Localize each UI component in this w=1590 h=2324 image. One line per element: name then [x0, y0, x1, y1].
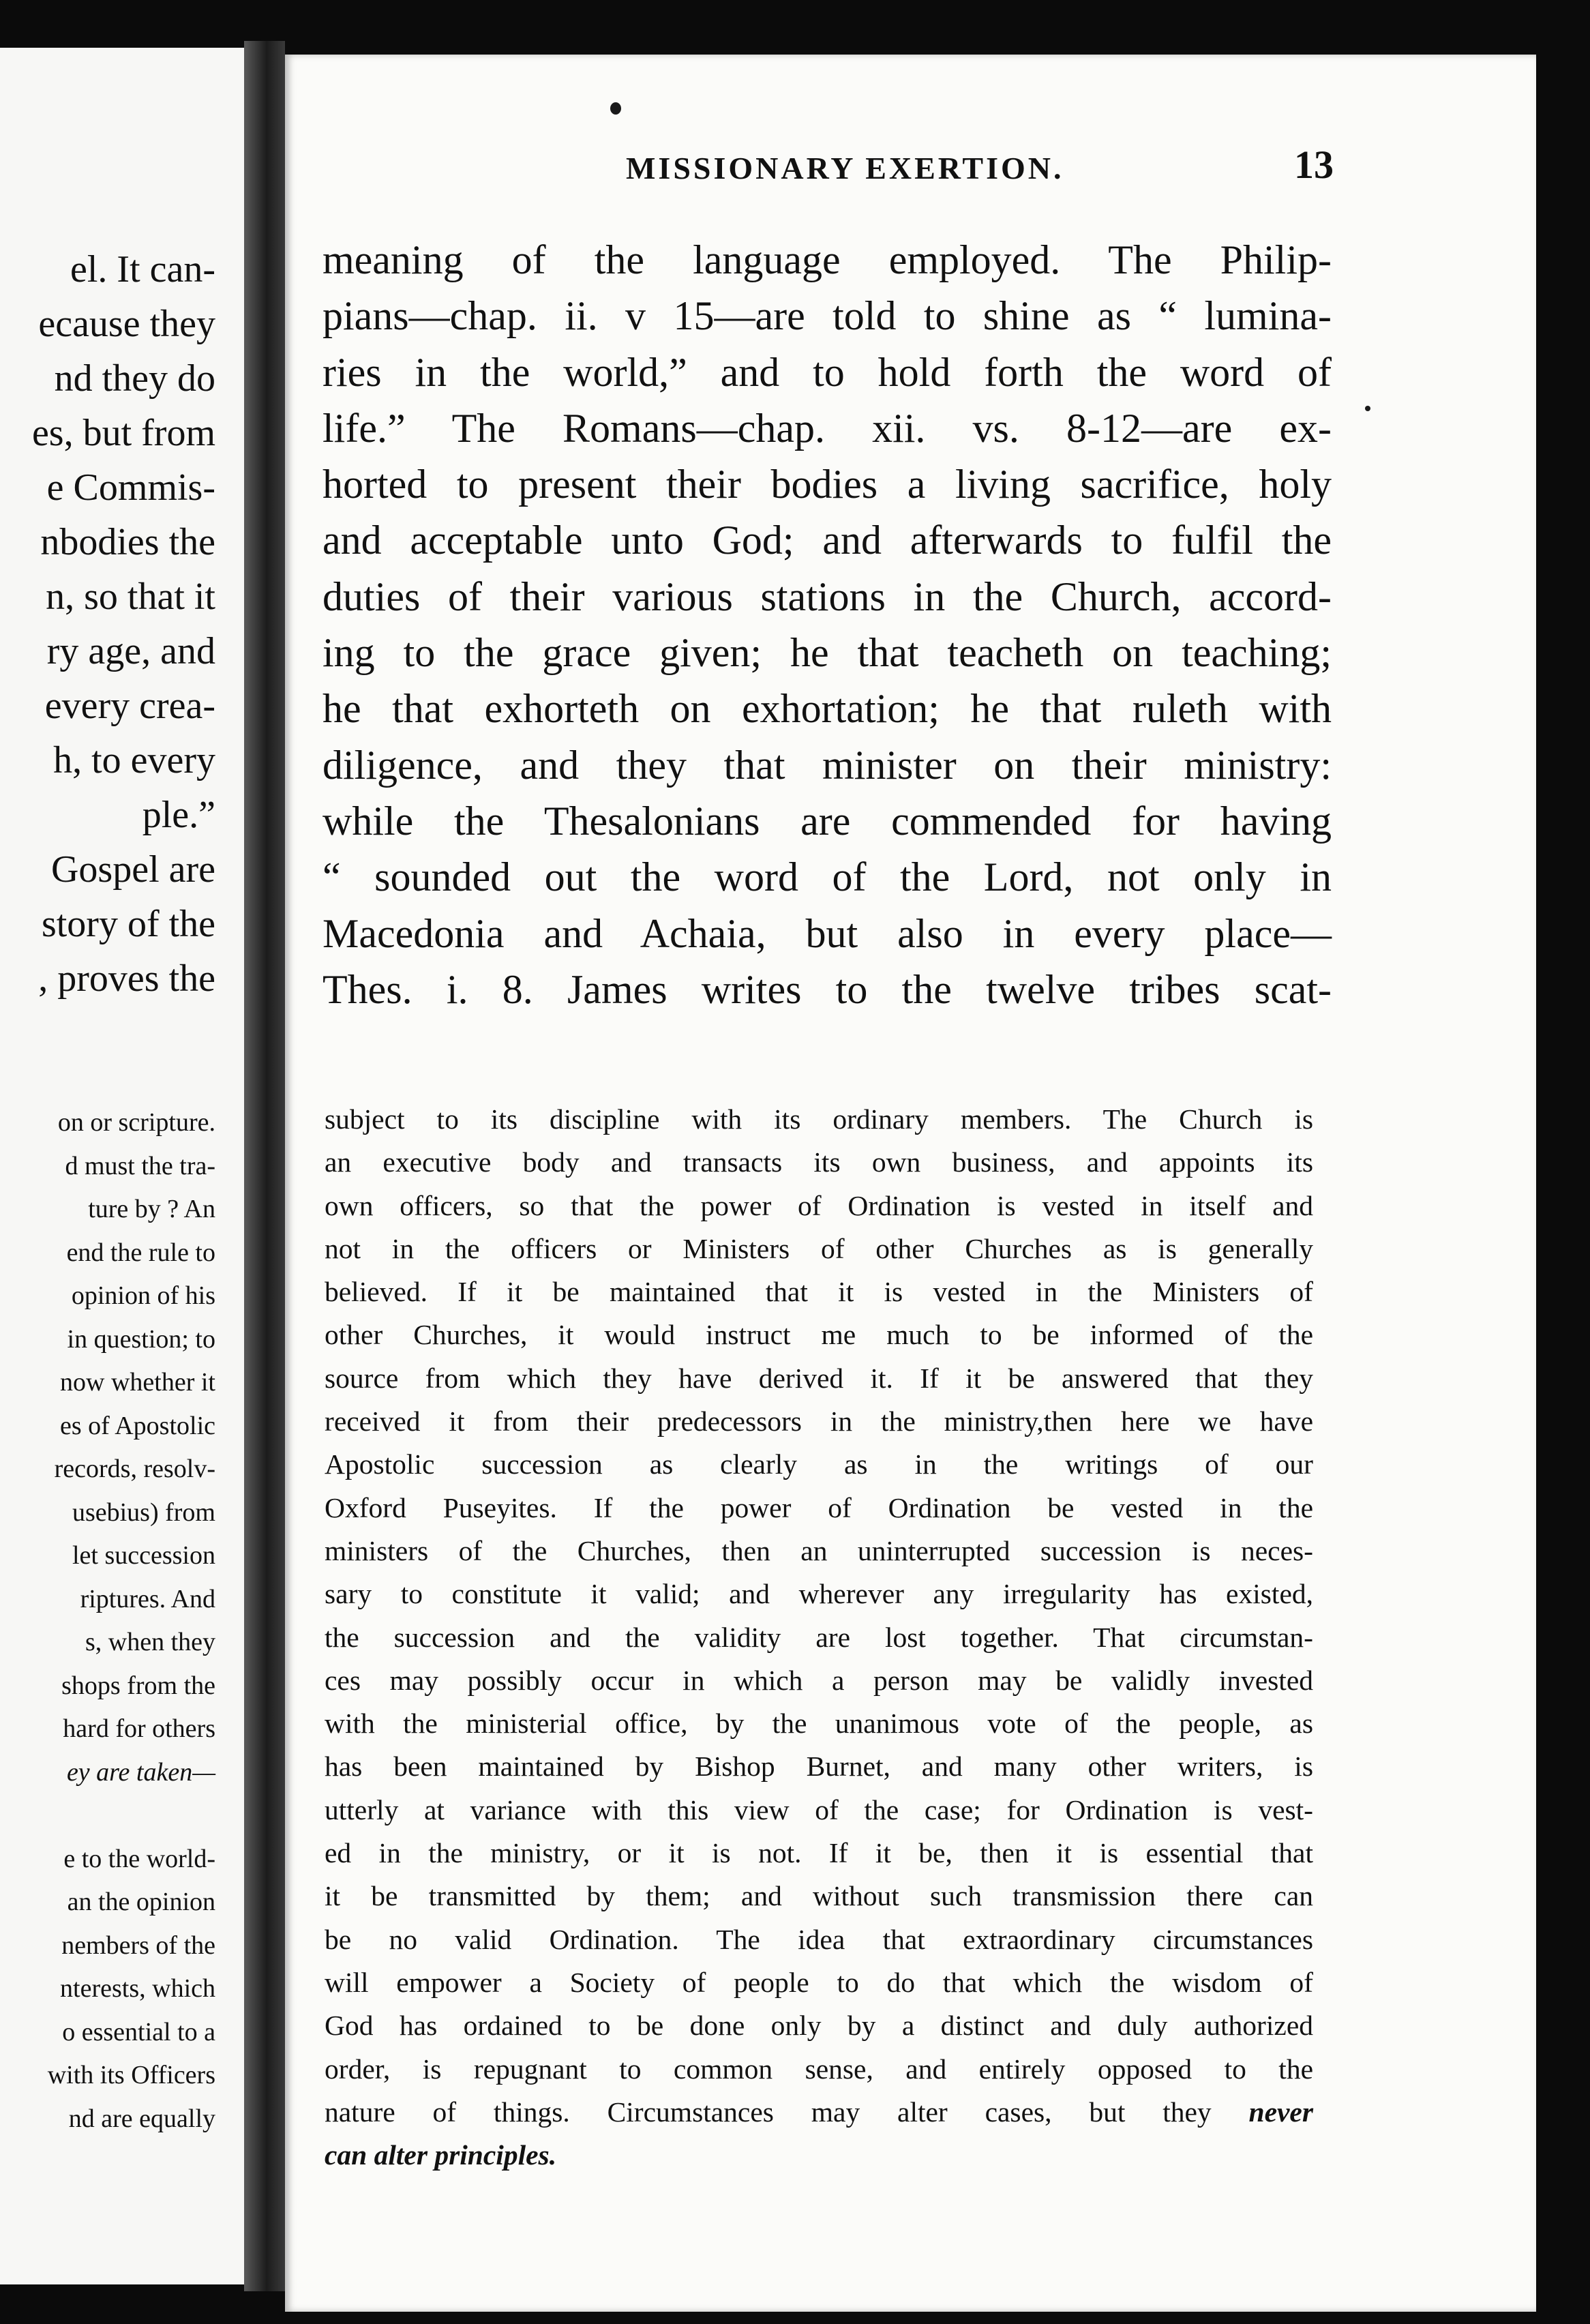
left-page-footnote-line: now whether it: [60, 1368, 215, 1397]
left-page-line: nd they do: [54, 357, 215, 400]
footnote-line: [325, 2091, 1313, 2134]
left-page-footnote-line: riptures. And: [80, 1584, 215, 1613]
footnote-line-text: with the ministerial office, by the unanimous vote of the people, as: [325, 1708, 1313, 1740]
left-page-line: story of the: [41, 903, 215, 945]
footnote-line: [325, 1702, 1313, 1745]
footnote-line-text: will empower a Society of people to do that which the wisdom of: [325, 1966, 1313, 1998]
footnote-line-text: believed. If it be maintained that it is vested in the Ministers of: [325, 1276, 1313, 1308]
footnote-line-text: be no valid Ordination. The idea that extraordinary circumstances: [325, 1923, 1313, 1955]
left-page-footnote-line: o essential to a: [62, 2017, 215, 2046]
dust-speck: [610, 102, 621, 115]
body-line: while the Thesalonians are commended for having: [322, 798, 1332, 844]
left-page-line: h, to every: [53, 739, 215, 781]
left-page-footnote-line: an the opinion: [67, 1888, 215, 1916]
body-line: duties of their various stations in the Church, accord-: [322, 573, 1332, 619]
running-head: MISSIONARY EXERTION.: [626, 151, 1064, 185]
footnote-line-text: ed in the ministry, or it is not. If it be, then it is essential that: [325, 1837, 1313, 1869]
footnote-line: [325, 1185, 1313, 1227]
footnote-line: [325, 1832, 1313, 1875]
left-facing-page: [0, 48, 244, 2284]
left-page-line: n, so that it: [46, 576, 215, 618]
footnote-line: [325, 1530, 1313, 1573]
footnote-line-text: God has ordained to be done only by a distinct and duly authorized: [325, 2010, 1313, 2042]
left-page-footnote-line: ey are taken—: [66, 1757, 215, 1787]
left-page-footnote-line: with its Officers: [47, 2061, 215, 2089]
footnote-line: [325, 1789, 1313, 1832]
footnote-line-text: not in the officers or Ministers of other Churches as is generally: [325, 1232, 1313, 1264]
left-page-line: el. It can-: [70, 248, 215, 290]
footnote-line-text: received it from their predecessors in the ministry,then here we have: [325, 1405, 1313, 1437]
body-line: Macedonia and Achaia, but also in every place—: [322, 910, 1332, 956]
footnote-line-text: own officers, so that the power of Ordination is vested in itself and: [325, 1189, 1313, 1221]
body-line: and acceptable unto God; and afterwards to fulfil the: [322, 518, 1332, 563]
left-page-footnote-line: e to the world-: [63, 1844, 215, 1873]
body-line: he that exhorteth on exhortation; he that ruleth with: [322, 686, 1332, 732]
left-page-line: ecause they: [38, 303, 215, 345]
footnote-line-text: source from which they have derived it. If it be answered that they: [325, 1362, 1313, 1394]
footnote-line-text: Oxford Puseyites. If the power of Ordination be vested in the: [325, 1491, 1313, 1523]
footnote-line: [325, 1141, 1313, 1184]
footnote-last-line: can alter principles.: [325, 2139, 557, 2171]
footnote-line-text: ministers of the Churches, then an uninterrupted succession is neces-: [325, 1534, 1313, 1566]
body-line: meaning of the language employed. The Philip-: [322, 237, 1332, 282]
footnote-line-text: ces may possibly occur in which a person may be validly invested: [325, 1664, 1313, 1696]
footnote-italic-word: never: [1248, 2096, 1314, 2128]
footnote-line: [325, 1357, 1313, 1400]
left-page-footnote-line: shops from the: [61, 1671, 215, 1700]
left-page-line: nbodies the: [40, 521, 215, 563]
footnote-line: [325, 1659, 1313, 1702]
left-page-footnote-line: d must the tra-: [65, 1151, 215, 1180]
left-page-line: e Commis-: [46, 466, 215, 509]
footnote-line: [325, 2048, 1313, 2091]
left-page-line: es, but from: [31, 412, 215, 454]
body-line: life.” The Romans—chap. xii. vs. 8-12—are ex-: [322, 405, 1332, 451]
left-page-footnote-line: end the rule to: [66, 1238, 215, 1267]
footnote-line: [325, 1313, 1313, 1356]
footnote-line: [325, 1961, 1313, 2004]
left-page-line: ry age, and: [46, 630, 215, 672]
footnote-line: [325, 2004, 1313, 2047]
footnote-line: [325, 1487, 1313, 1530]
footnote-line-text: nature of things. Circumstances may alter cases, but they: [325, 2096, 1212, 2128]
footnote-line-text: Apostolic succession as clearly as in the writings of our: [325, 1448, 1313, 1480]
body-line: “ sounded out the word of the Lord, not only in: [322, 854, 1332, 900]
left-page-footnote-line: s, when they: [85, 1628, 215, 1656]
footnote-line: [325, 1918, 1313, 1961]
body-line: ries in the world,” and to hold forth the word of: [322, 349, 1332, 395]
left-page-line: Gospel are: [50, 848, 215, 891]
book-gutter: [244, 41, 285, 2291]
footnote-line: [325, 1616, 1313, 1659]
footnote-line: [325, 1227, 1313, 1270]
page-number: 13: [1294, 143, 1334, 187]
left-page-line: ple.”: [142, 794, 215, 836]
main-body-text: [322, 232, 1332, 1017]
footnote-line-text: sary to constitute it valid; and wherever any irregularity has existed,: [325, 1578, 1313, 1610]
left-page-footnote-line: es of Apostolic: [60, 1411, 215, 1440]
body-line: pians—chap. ii. v 15—are told to shine as “ lumina-: [322, 293, 1332, 339]
left-page-footnote-line: nterests, which: [60, 1974, 215, 2003]
left-page-line: , proves the: [38, 957, 215, 1000]
footnote-line-text: utterly at variance with this view of the case; for Ordination is vest-: [325, 1793, 1313, 1826]
footnote-line: [325, 1270, 1313, 1313]
left-page-line: every crea-: [44, 685, 215, 727]
left-page-footnote-line: nd are equally: [68, 2104, 215, 2133]
left-page-footnote-line: opinion of his: [71, 1281, 215, 1310]
left-page-footnote-line: usebius) from: [72, 1498, 215, 1527]
footnote-line-text: an executive body and transacts its own business, and appoints its: [325, 1146, 1313, 1178]
footnote-line: [325, 1443, 1313, 1486]
footnote-line-text: subject to its discipline with its ordinary members. The Church is: [325, 1103, 1313, 1135]
footnote-line: [325, 1875, 1313, 1918]
footnote-line: [325, 1098, 1313, 1141]
body-line: diligence, and they that minister on their ministry:: [322, 742, 1332, 788]
left-page-footnote-line: records, resolv-: [54, 1455, 215, 1483]
body-line: horted to present their bodies a living sacrifice, holy: [322, 462, 1332, 507]
left-page-footnote-line: nembers of the: [61, 1931, 215, 1960]
left-page-footnote-line: in question; to: [67, 1324, 215, 1354]
footnote-line: [325, 1745, 1313, 1788]
body-line: ing to the grace given; he that teacheth on teaching;: [322, 630, 1332, 676]
footnote-line-text: order, is repugnant to common sense, and entirely opposed to the: [325, 2053, 1313, 2085]
footnote-line-text: other Churches, it would instruct me much to be informed of the: [325, 1319, 1313, 1351]
body-line: Thes. i. 8. James writes to the twelve tribes scat-: [322, 966, 1332, 1012]
left-page-footnote-line: let succession: [72, 1541, 215, 1570]
footnote-line-text: it be transmitted by them; and without such transmission there can: [325, 1880, 1313, 1912]
left-page-footnote-line: hard for others: [63, 1714, 215, 1743]
footnote-text: [325, 1098, 1313, 2177]
footnote-line: [325, 1400, 1313, 1443]
right-page: [285, 55, 1536, 2312]
footnote-line-text: the succession and the validity are lost together. That circumstan-: [325, 1621, 1313, 1653]
dust-speck: [1365, 406, 1370, 411]
left-page-footnote-line: ture by ? An: [88, 1195, 215, 1223]
footnote-line: [325, 1573, 1313, 1615]
footnote-line-text: has been maintained by Bishop Burnet, and many other writers, is: [325, 1751, 1313, 1783]
left-page-footnote-line: on or scripture.: [57, 1108, 215, 1137]
